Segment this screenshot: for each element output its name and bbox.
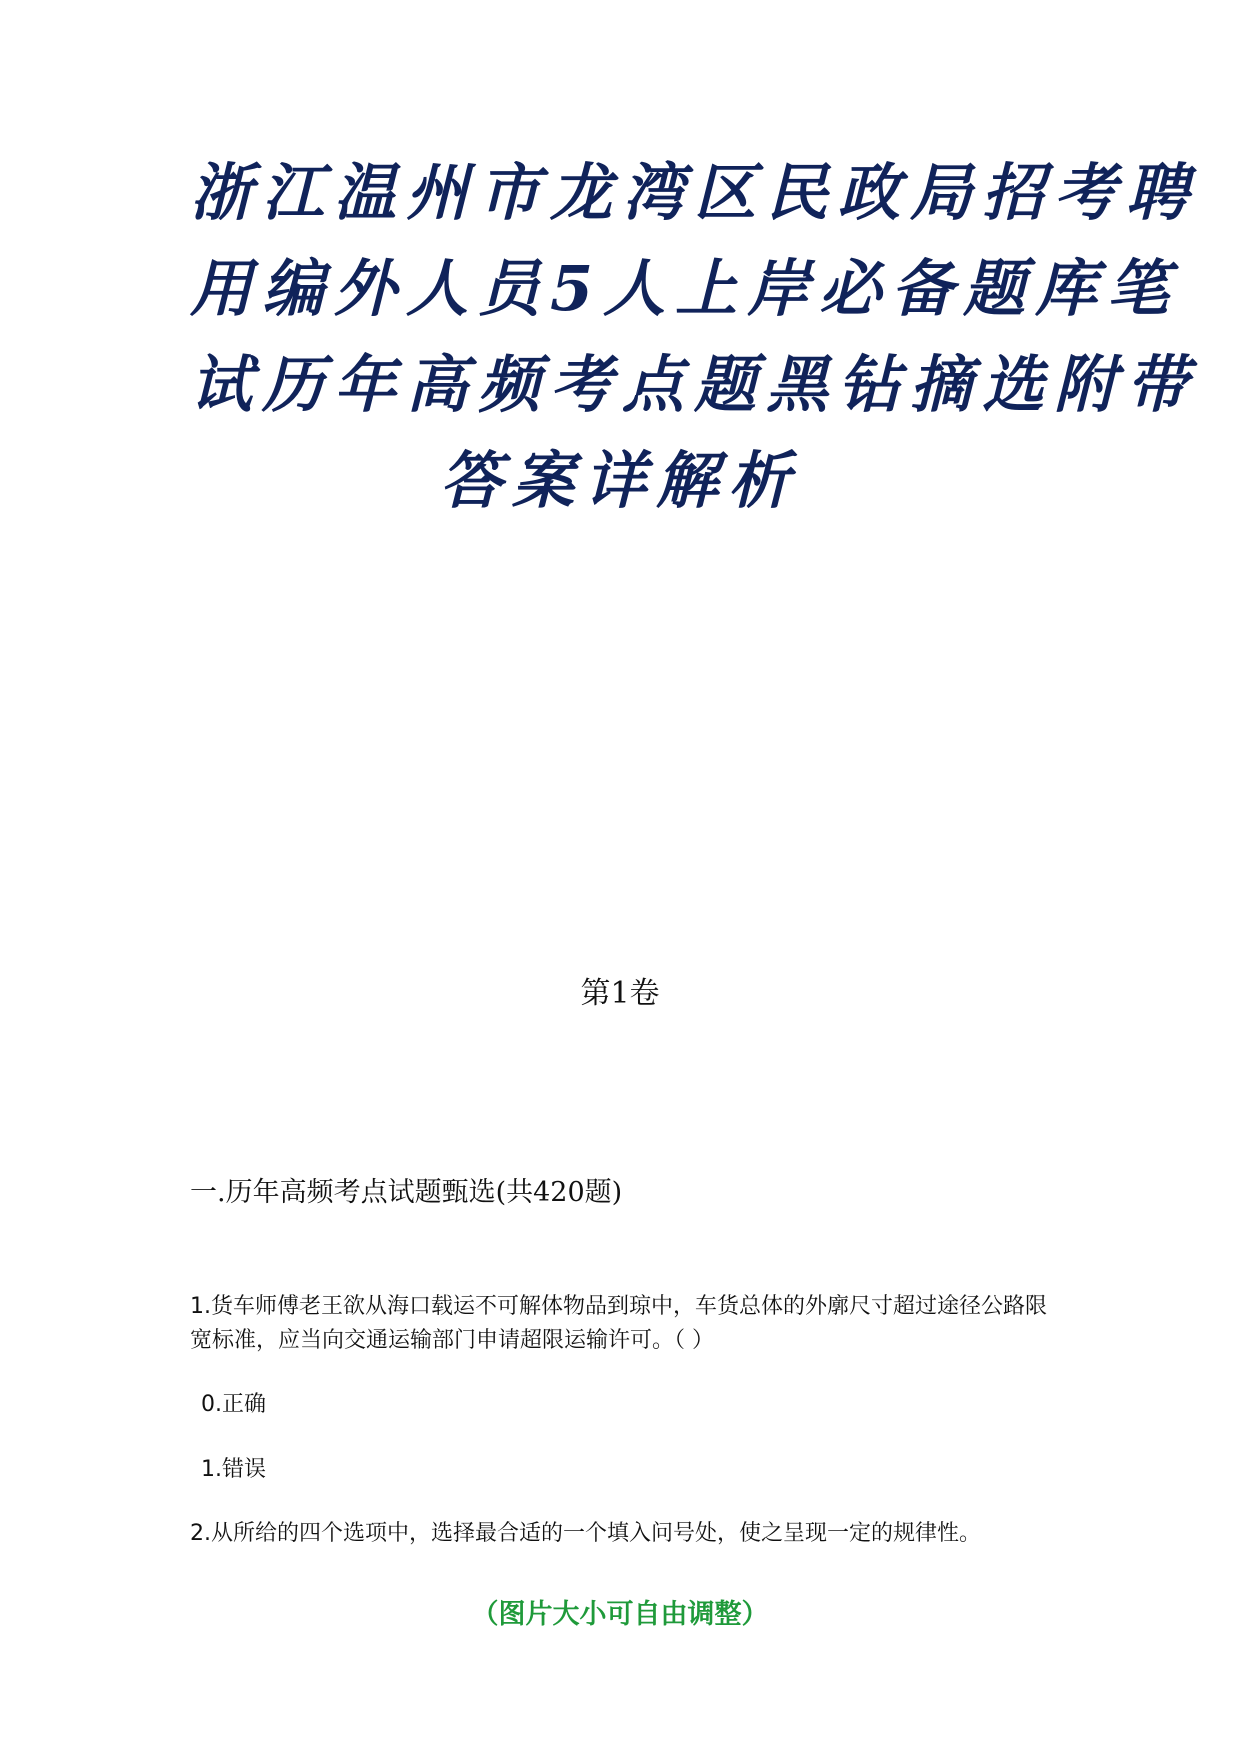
title-line-4: 答案详解析: [439, 444, 800, 517]
image-resize-note: （图片大小可自由调整）: [471, 1599, 769, 1630]
question-1-text: 1.货车师傅老王欲从海口载运不可解体物品到琼中，车货总体的外廓尺寸超过途径公路限宽标准，应当向交通运输部门申请超限运输许可。（ ）: [190, 1294, 1047, 1353]
title-line-2: 用编外人员5人上岸必备题库笔: [190, 252, 1180, 325]
question-1-option-correct: 0.正确: [201, 1392, 266, 1417]
question-2-text: 2.从所给的四个选项中，选择最合适的一个填入问号处，使之呈现一定的规律性。: [190, 1521, 981, 1546]
document-title: [190, 145, 1199, 529]
section-heading: 一.历年高频考点试题甄选(共420题): [190, 1177, 623, 1208]
title-line-1: 浙江温州市龙湾区民政局招考聘: [190, 156, 1199, 229]
question-1-option-wrong: 1.错误: [201, 1457, 266, 1482]
title-line-3: 试历年高频考点题黑钻摘选附带: [190, 348, 1199, 421]
volume-label: 第1卷: [580, 976, 660, 1011]
